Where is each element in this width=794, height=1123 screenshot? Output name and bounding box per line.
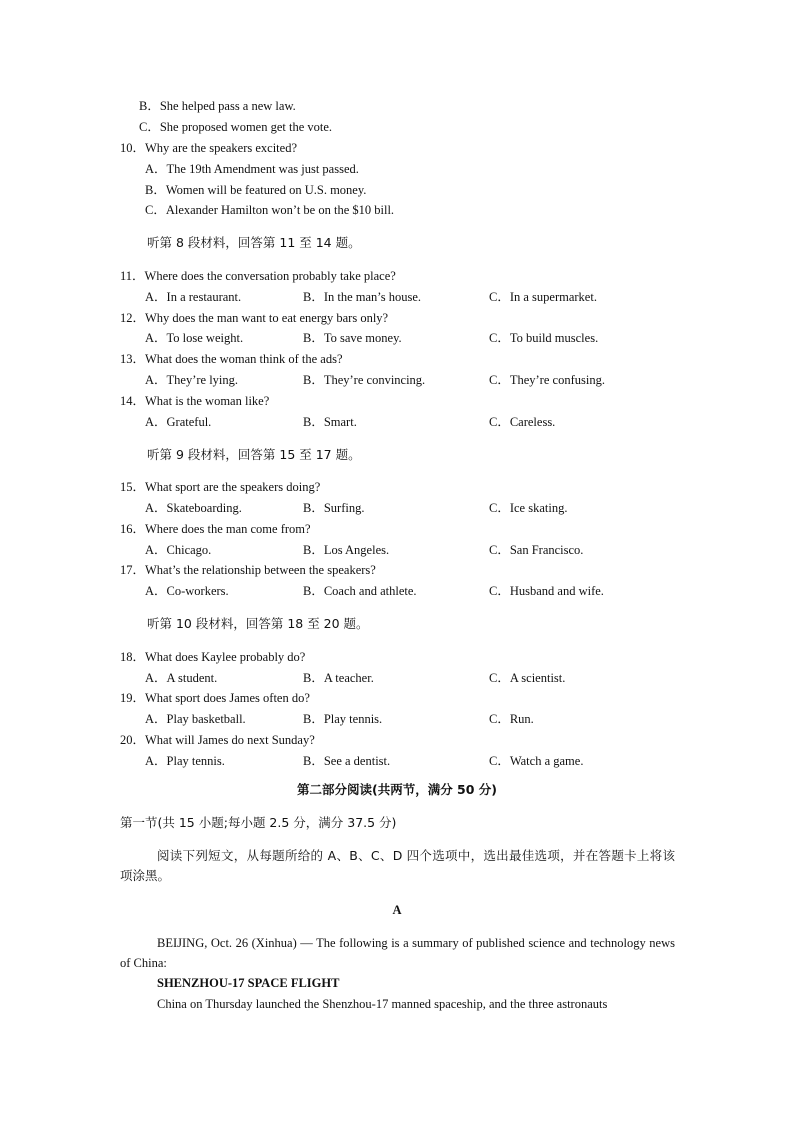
q15-option-b: B．Surfing. xyxy=(303,501,365,515)
q13-option-a: A．They’re lying. xyxy=(145,373,239,387)
q13-option-c: C．They’re confusing. xyxy=(489,373,605,387)
q17-option-a: A．Co-workers. xyxy=(145,584,229,598)
q19-option-a: A．Play basketball. xyxy=(145,712,246,726)
q13-stem: 13．What does the woman think of the ads? xyxy=(120,352,343,366)
q10-option-a: A．The 19th Amendment was just passed. xyxy=(145,162,359,176)
q19-option-c: C．Run. xyxy=(489,712,534,726)
q11-stem: 11．Where does the conversation probably take place? xyxy=(120,269,396,283)
q18-option-b: B．A teacher. xyxy=(303,671,374,685)
q15-option-a: A．Skateboarding. xyxy=(145,501,242,515)
q12-option-a: A．To lose weight. xyxy=(145,331,244,345)
q12-stem: 12．Why does the man want to eat energy bars only? xyxy=(120,311,389,325)
q10-option-c: C．Alexander Hamilton won’t be on the $10 bill. xyxy=(145,203,395,217)
q16-option-c: C．San Francisco. xyxy=(489,543,584,557)
q9-option-b: B．She helped pass a new law. xyxy=(139,99,296,113)
q17-stem: 17．What’s the relationship between the speakers? xyxy=(120,563,376,577)
q10-option-b: B．Women will be featured on U.S. money. xyxy=(145,183,367,197)
section-1-title: 第一节(共 15 小题;每小题 2.5 分，满分 37.5 分) xyxy=(120,815,397,830)
q9-option-c: C．She proposed women get the vote. xyxy=(139,120,333,134)
q16-stem: 16．Where does the man come from? xyxy=(120,522,311,536)
q20-option-c: C．Watch a game. xyxy=(489,754,584,768)
q14-option-b: B．Smart. xyxy=(303,415,357,429)
section-9-instruction: 听第 9 段材料，回答第 15 至 17 题。 xyxy=(147,447,361,462)
q19-option-b: B．Play tennis. xyxy=(303,712,383,726)
q19-stem: 19．What sport does James often do? xyxy=(120,691,310,705)
part-2-title: 第二部分阅读(共两节，满分 50 分) xyxy=(296,782,498,797)
q17-option-c: C．Husband and wife. xyxy=(489,584,604,598)
q20-stem: 20．What will James do next Sunday? xyxy=(120,733,315,747)
q11-option-a: A．In a restaurant. xyxy=(145,290,242,304)
q17-option-b: B．Coach and athlete. xyxy=(303,584,417,598)
q18-stem: 18．What does Kaylee probably do? xyxy=(120,650,306,664)
q18-option-a: A．A student. xyxy=(145,671,218,685)
q10-stem: 10．Why are the speakers excited? xyxy=(120,141,298,155)
q11-option-b: B．In the man’s house. xyxy=(303,290,422,304)
q11-option-c: C．In a supermarket. xyxy=(489,290,597,304)
q16-option-a: A．Chicago. xyxy=(145,543,212,557)
q20-option-a: A．Play tennis. xyxy=(145,754,225,768)
q14-option-a: A．Grateful. xyxy=(145,415,212,429)
q13-option-b: B．They’re convincing. xyxy=(303,373,426,387)
passage-body: China on Thursday launched the Shenzhou-17 manned spaceship, and the three astronauts xyxy=(157,997,608,1011)
passage-label: A xyxy=(392,903,402,917)
q12-option-b: B．To save money. xyxy=(303,331,402,345)
reading-instructions: 阅读下列短文，从每题所给的 A、B、C、D 四个选项中，选出最佳选项，并在答题卡上将该项涂黑。 xyxy=(120,848,675,883)
q12-option-c: C．To build muscles. xyxy=(489,331,599,345)
q14-option-c: C．Careless. xyxy=(489,415,556,429)
passage-headline: SHENZHOU-17 SPACE FLIGHT xyxy=(157,976,340,990)
q16-option-b: B．Los Angeles. xyxy=(303,543,390,557)
section-10-instruction: 听第 10 段材料，回答第 18 至 20 题。 xyxy=(147,616,369,631)
q14-stem: 14．What is the woman like? xyxy=(120,394,270,408)
q15-stem: 15．What sport are the speakers doing? xyxy=(120,480,321,494)
q20-option-b: B．See a dentist. xyxy=(303,754,391,768)
passage-intro: BEIJING, Oct. 26 (Xinhua) — The following is a summary of published science and technology news of China: xyxy=(120,936,675,970)
q18-option-c: C．A scientist. xyxy=(489,671,566,685)
q15-option-c: C．Ice skating. xyxy=(489,501,568,515)
section-8-instruction: 听第 8 段材料，回答第 11 至 14 题。 xyxy=(147,235,361,250)
